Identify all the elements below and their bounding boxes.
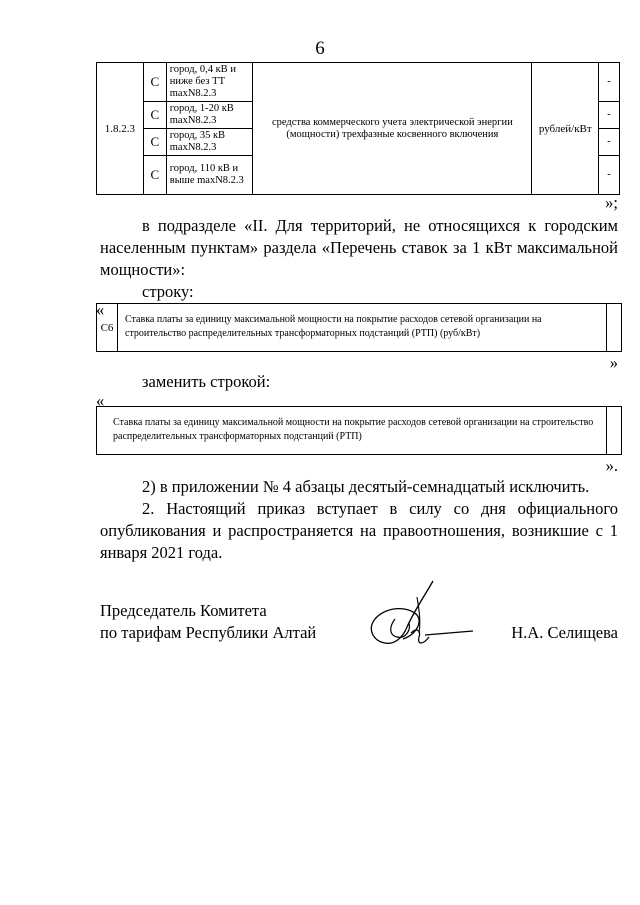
handwritten-signature: [355, 575, 495, 655]
row-value: -: [599, 102, 620, 129]
row-location: город, 0,4 кВ и ниже без ТТ maxN8.2.3: [166, 63, 253, 102]
paragraph-effective-date: 2. Настоящий приказ вступает в силу со дня официального опубликования и распространяется на правоотношения, возникшие с 1: [100, 499, 618, 540]
close-quote-1: »: [609, 353, 618, 372]
line-zamenit: заменить строкой:: [142, 372, 271, 391]
row-letter: С: [143, 129, 166, 156]
old-row-text: Ставка платы за единицу максимальной мощности на покрытие расходов сетевой организации на строительство распределительных трансформаторных подстанций (РТП) (руб/кВт): [125, 314, 542, 339]
paragraph-effective-date-end: января 2021 года.: [100, 543, 223, 562]
line-stroku: строку:: [142, 282, 194, 301]
row-value: -: [599, 156, 620, 195]
new-row-box: [96, 406, 622, 455]
row-description: средства коммерческого учета электрической энергии (мощности) трехфазные косвенного включения: [253, 63, 532, 195]
new-row-tail-cell: [606, 407, 621, 454]
signatory-title-2: по тарифам Республики Алтай: [100, 623, 317, 642]
open-quote-1: «: [96, 300, 105, 319]
row-letter: С: [143, 102, 166, 129]
row-value: -: [599, 63, 620, 102]
row-value: -: [599, 129, 620, 156]
signatory-name: Н.А. Селищева: [511, 623, 618, 642]
paragraph-subsection: в подразделе «II. Для территорий, не относящихся к городским населенным пунктам» раздела «Перечень ставок за 1 кВт максимальной: [100, 216, 618, 257]
signatory-title-1: Председатель Комитета: [100, 601, 267, 620]
row-location: город, 35 кВ maxN8.2.3: [166, 129, 253, 156]
row-location: город, 110 кВ и выше maxN8.2.3: [166, 156, 253, 195]
row-code: 1.8.2.3: [97, 63, 144, 195]
close-quote-2: ».: [605, 456, 618, 475]
table-row: [97, 63, 620, 102]
open-quote-2: «: [96, 391, 105, 410]
old-row-tail-cell: [606, 304, 621, 351]
tariff-table: [96, 62, 620, 195]
table-closing-quote: »;: [605, 193, 618, 212]
row-letter: С: [143, 63, 166, 102]
old-row-code: С6: [97, 304, 118, 351]
row-unit: рублей/кВт: [532, 63, 599, 195]
paragraph-subsection-end: мощности»:: [100, 260, 186, 279]
new-row-text: Ставка платы за единицу максимальной мощности на покрытие расходов сетевой организации на строительство распределительных трансформаторных подстанций (РТП): [113, 417, 594, 442]
old-row-box: [96, 303, 622, 352]
row-letter: С: [143, 156, 166, 195]
page-number: 6: [315, 38, 325, 59]
item-2: 2) в приложении № 4 абзацы десятый-семнадцатый исключить.: [142, 477, 590, 496]
row-location: город, 1-20 кВ maxN8.2.3: [166, 102, 253, 129]
